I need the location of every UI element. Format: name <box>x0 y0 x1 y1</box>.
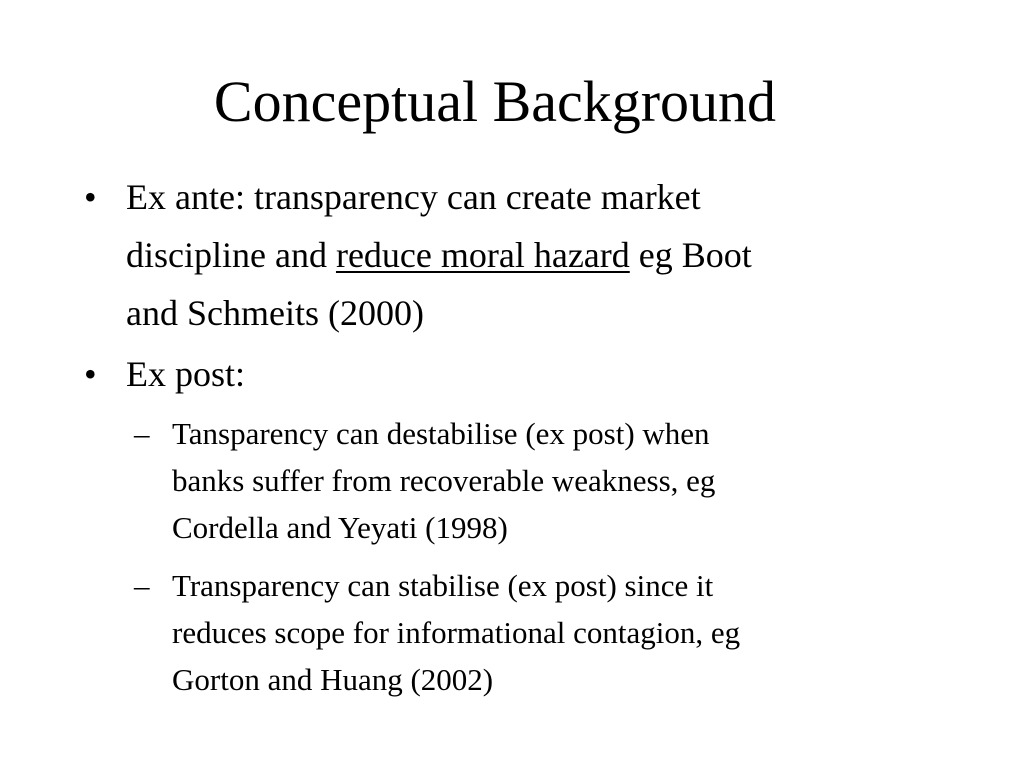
sub-bullet-marker: – <box>134 416 150 451</box>
sub-bullet-line: reduces scope for informational contagion, eg <box>172 615 741 650</box>
bullet-line-text: discipline and <box>126 235 336 275</box>
sub-bullet-line: banks suffer from recoverable weakness, eg <box>172 463 716 498</box>
bullet-marker: • <box>84 354 97 394</box>
slide-title: Conceptual Background <box>213 69 777 134</box>
sub-bullet-stabilise <box>134 562 741 703</box>
bullet-ex-post <box>84 345 246 403</box>
underlined-term: reduce moral hazard <box>335 235 630 275</box>
sub-bullet-destabilise <box>134 410 716 551</box>
bullet-line-text: eg Boot <box>629 235 752 275</box>
sub-bullet-line: Cordella and Yeyati (1998) <box>172 510 508 545</box>
bullet-ex-ante <box>84 168 752 342</box>
bullet-marker: • <box>84 177 97 217</box>
bullet-line: and Schmeits (2000) <box>126 293 424 333</box>
sub-bullet-line: Transparency can stabilise (ex post) since it <box>172 568 714 603</box>
bullet-line: Ex ante: transparency can create market <box>126 177 701 217</box>
bullet-line: Ex post: <box>126 354 246 394</box>
sub-bullet-marker: – <box>134 568 150 603</box>
bullet-line <box>126 226 752 284</box>
sub-bullet-line: Gorton and Huang (2002) <box>172 662 494 697</box>
sub-bullet-line: Tansparency can destabilise (ex post) when <box>172 416 710 451</box>
